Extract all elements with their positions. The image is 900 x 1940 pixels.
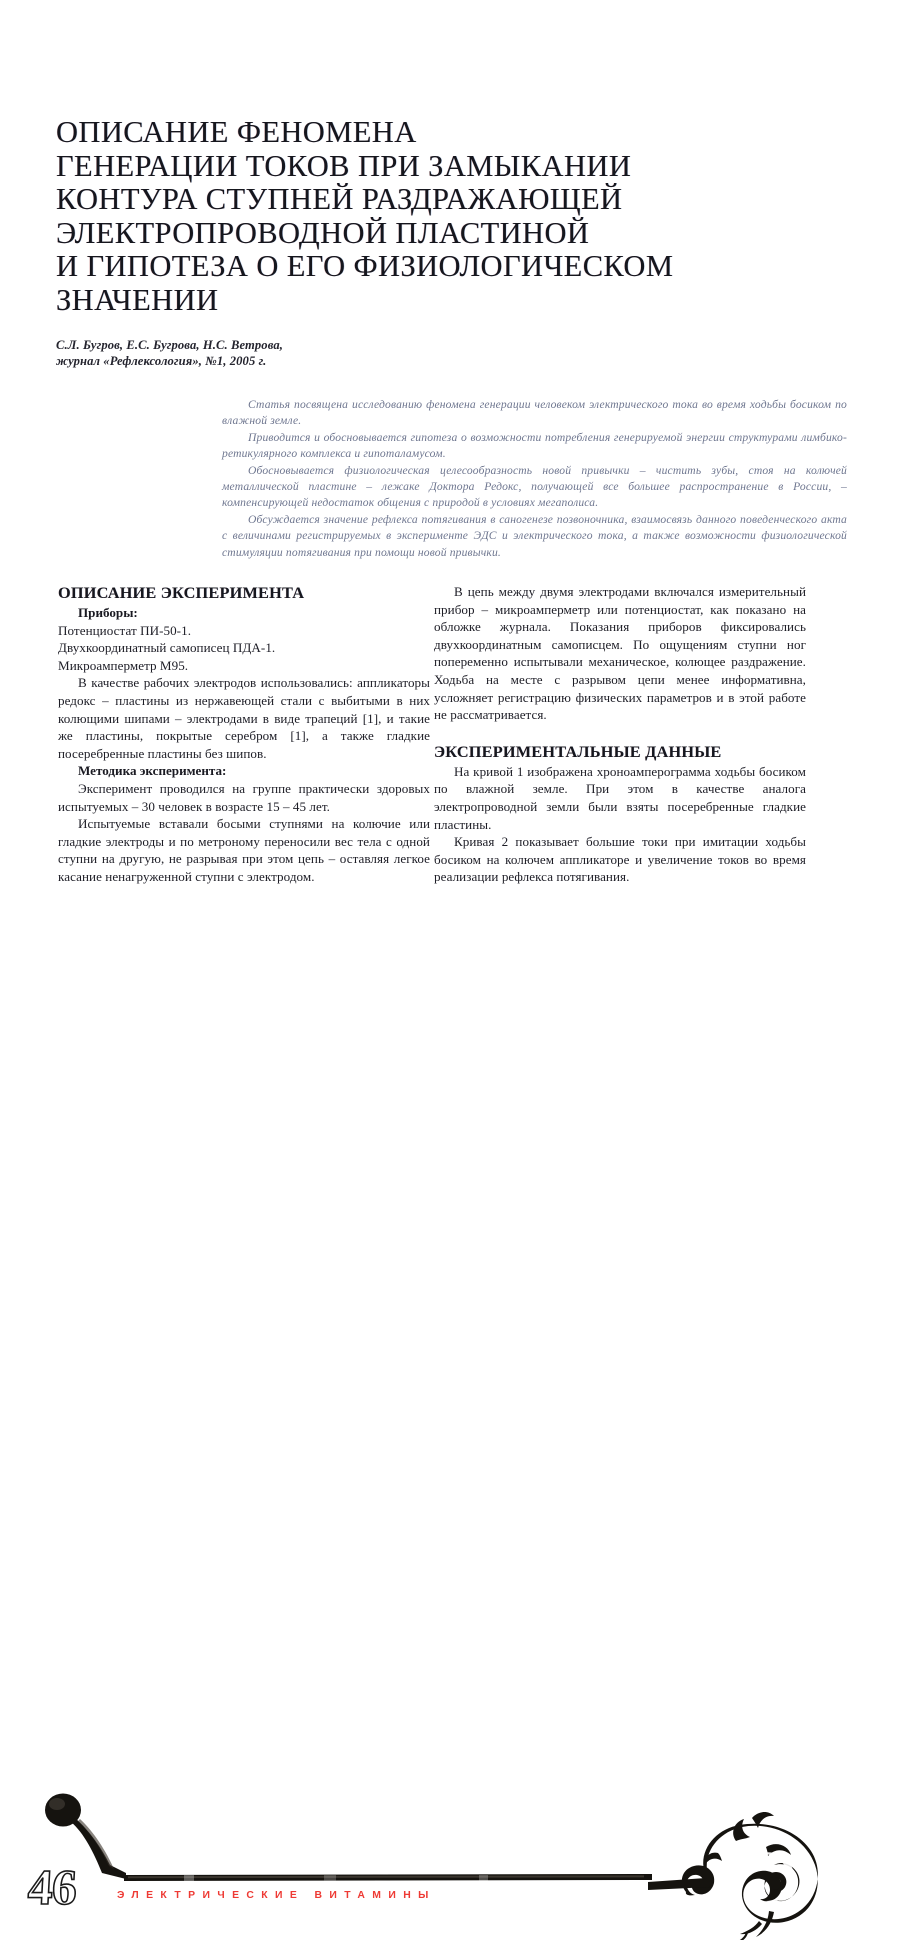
- running-head: ЭЛЕКТРИЧЕСКИЕ ВИТАМИНЫ: [117, 1890, 436, 1901]
- author-names: С.Л. Бугров, Е.С. Бугрова, Н.С. Ветрова,: [56, 338, 283, 352]
- device-item-plotter: Двухкоординатный самописец ПДА-1.: [58, 640, 276, 656]
- author-source: журнал «Рефлексология», №1, 2005 г.: [56, 354, 267, 369]
- paragraph-electrodes: В качестве рабочих электродов использовались: аппликаторы редокс – пластины из нержавеющей стали с выбитыми в них колющими шипами – электродами в виде трапеций [1], и такие же пластины, покрытые серебром [1], а также гладкие посеребренные пластины без шипов.: [58, 675, 430, 761]
- page-title: [56, 116, 846, 318]
- paragraph-circuit: В цепь между двумя электродами включался измерительный прибор – микроамперметр или потенциостат, как показано на обложке журнала. Показания приборов фиксировались двухкоординатным самописцем. По ощущениям ступни ног попеременно испытывали механическое, колющее раздражение. Ходьба на месте с разрывом цепи менее информативна, усложняет регистрацию физических параметров и в этой работе не рассматривается.: [434, 584, 806, 723]
- abstract-paragraph-3: Обосновывается физиологическая целесообразность новой привычки – чистить зубы, стоя на колючей металлической пластине – лежаке Доктора Редокс, получающей все большее распространение в России, – компенсирующей недостаток общения с природой в условиях мегаполиса.: [222, 463, 847, 510]
- authors-block: [56, 337, 576, 369]
- page-number: 46: [26, 1859, 78, 1915]
- horizontal-rule-ornament-icon: [124, 1872, 654, 1884]
- title-line-1: ОПИСАНИЕ ФЕНОМЕНА: [56, 115, 417, 149]
- abstract-paragraph-4: Обсуждается значение рефлекса потягивания в саногенезе позвоночника, взаимосвязь данного поведенческого акта с величинами регистрируемых в эксперименте ЭДС и электрического тока, а также возможности физиологической стимуляции потягивания при помощи новой привычки.: [222, 512, 847, 559]
- subheading-devices: Приборы:: [78, 605, 138, 620]
- abstract-block: [222, 397, 847, 561]
- subheading-method: Методика эксперимента:: [78, 763, 227, 779]
- right-column: [434, 583, 806, 886]
- device-item-potentiostat: Потенциостат ПИ-50-1.: [58, 622, 192, 638]
- paragraph-curve-1: На кривой 1 изображена хроноамперограмма ходьбы босиком по влажной земле. При этом в качестве аналога электропроводной земли были взяты посеребренные гладкие пластины.: [434, 763, 806, 832]
- paragraph-procedure: Испытуемые вставали босыми ступнями на колючие или гладкие электроды и по метроному переносили вес тела с одной ступни на другую, не разрывая при этом цепь – оставляя легкое касание ненагруженной ступни с электродом.: [58, 816, 430, 884]
- title-line-3: КОНТУРА СТУПНЕЙ РАЗДРАЖАЮЩЕЙ: [56, 182, 623, 217]
- abstract-paragraph-2: Приводится и обосновывается гипотеза о возможности потребления генерируемой энергии структурами лимбико-ретикулярного комплекса и гипоталамусом.: [222, 430, 847, 461]
- abstract-paragraph-1: Статья посвящена исследованию феномена генерации человеком электрического тока во время ходьбы босиком по влажной земле.: [222, 398, 847, 428]
- heading-experiment-description: ОПИСАНИЕ ЭКСПЕРИМЕНТА: [58, 583, 305, 602]
- title-line-5: И ГИПОТЕЗА О ЕГО ФИЗИОЛОГИЧЕСКОМ: [56, 249, 674, 284]
- title-line-6: ЗНАЧЕНИИ: [56, 282, 219, 317]
- heading-experimental-data: ЭКСПЕРИМЕНТАЛЬНЫЕ ДАННЫЕ: [434, 741, 722, 761]
- paragraph-method: Эксперимент проводился на группе практически здоровых испытуемых – 30 человек в возрасте 15 – 45 лет.: [58, 780, 430, 814]
- paragraph-curve-2: Кривая 2 показывает большие токи при имитации ходьбы босиком на колючем аппликаторе и увеличение токов во время реализации рефлекса потягивания.: [434, 834, 806, 885]
- left-column: [58, 583, 430, 886]
- page-footer: [0, 895, 900, 1915]
- device-item-microammeter: Микроамперметр М95.: [58, 657, 189, 673]
- title-line-2: ГЕНЕРАЦИИ ТОКОВ ПРИ ЗАМЫКАНИИ: [56, 148, 632, 183]
- title-line-4: ЭЛЕКТРОПРОВОДНОЙ ПЛАСТИНОЙ: [56, 215, 590, 250]
- floral-flourish-ornament-icon: [648, 1795, 863, 1940]
